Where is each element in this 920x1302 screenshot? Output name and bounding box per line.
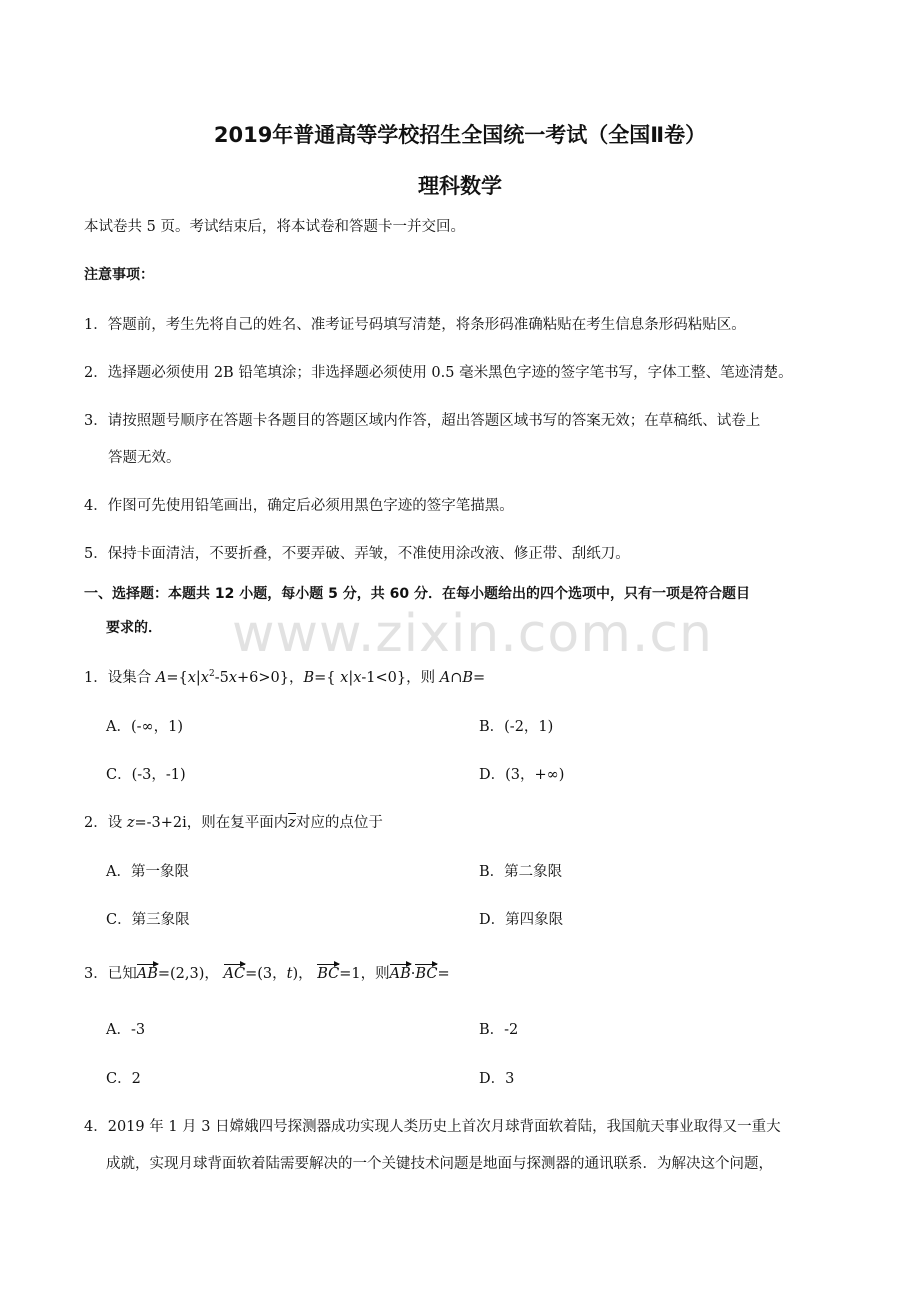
exam-title: 2019年普通高等学校招生全国统一考试（全国Ⅱ卷） [213,123,707,147]
answer-option-c: C．(-3，-1) [106,767,186,783]
vector-ab: AB [137,962,158,982]
answer-option-d: D．第四象限 [479,912,564,928]
watermark: www.zixin.com.cn [232,604,713,664]
answer-option-b: B．(-2，1) [479,719,554,735]
note-item-continued: 答题无效。 [108,450,181,466]
vector-bc: BC [415,962,437,982]
section-heading-continued: 要求的． [106,620,162,636]
vector-ac: AC [224,962,246,982]
question-2: 2．设 z=-3+2i，则在复平面内z对应的点位于 [84,811,383,832]
note-item: 3．请按照题号顺序在答题卡各题目的答题区域内作答，超出答题区域书写的答案无效；在草稿纸、试卷上 [84,413,761,429]
answer-option-a: A．第一象限 [106,864,189,880]
exam-subject: 理科数学 [418,174,502,198]
answer-option-c: C．2 [106,1071,141,1087]
vector-ab: AB [390,962,411,982]
answer-option-b: B．-2 [479,1022,519,1038]
note-item: 5．保持卡面清洁，不要折叠，不要弄破、弄皱，不准使用涂改液、修正带、刮纸刀。 [84,546,630,562]
question-3: 3．已知AB=(2,3)， AC=(3，t)， BC=1，则AB·BC= [84,962,450,983]
section-heading: 一、选择题：本题共 12 小题，每小题 5 分，共 60 分．在每小题给出的四个选项中，只有一项是符合题目 [84,586,750,602]
answer-option-a: A．(-∞，1) [106,719,183,735]
answer-option-d: D．3 [479,1071,515,1087]
question-1: 1．设集合 $A=\{x|x^2-5x+6>0\}$，B={ x|x-1<0}，则 A∩B= [84,669,486,686]
answer-option-c: C．第三象限 [106,912,190,928]
answer-option-b: B．第二象限 [479,864,563,880]
note-item: 4．作图可先使用铅笔画出，确定后必须用黑色字迹的签字笔描黑。 [84,498,514,514]
note-item: 1．答题前，考生先将自己的姓名、准考证号码填写清楚，将条形码准确粘贴在考生信息条形码粘贴区。 [84,317,746,333]
vector-bc: BC [317,962,339,982]
notes-heading: 注意事项： [84,267,154,283]
question-4-continued: 成就，实现月球背面软着陆需要解决的一个关键技术问题是地面与探测器的通讯联系．为解决这个问题， [106,1156,773,1172]
answer-option-a: A．-3 [106,1022,146,1038]
answer-option-d: D．(3，+∞) [479,767,565,783]
conjugate-z: z [288,812,296,831]
intro-text: 本试卷共 5 页。考试结束后，将本试卷和答题卡一并交回。 [84,219,465,235]
note-item: 2．选择题必须使用 2B 铅笔填涂；非选择题必须使用 0.5 毫米黑色字迹的签字笔书写，字体工整、笔迹清楚。 [84,365,793,381]
question-4: 4．2019 年 1 月 3 日嫦娥四号探测器成功实现人类历史上首次月球背面软着陆，我国航天事业取得又一重大 [84,1119,781,1135]
